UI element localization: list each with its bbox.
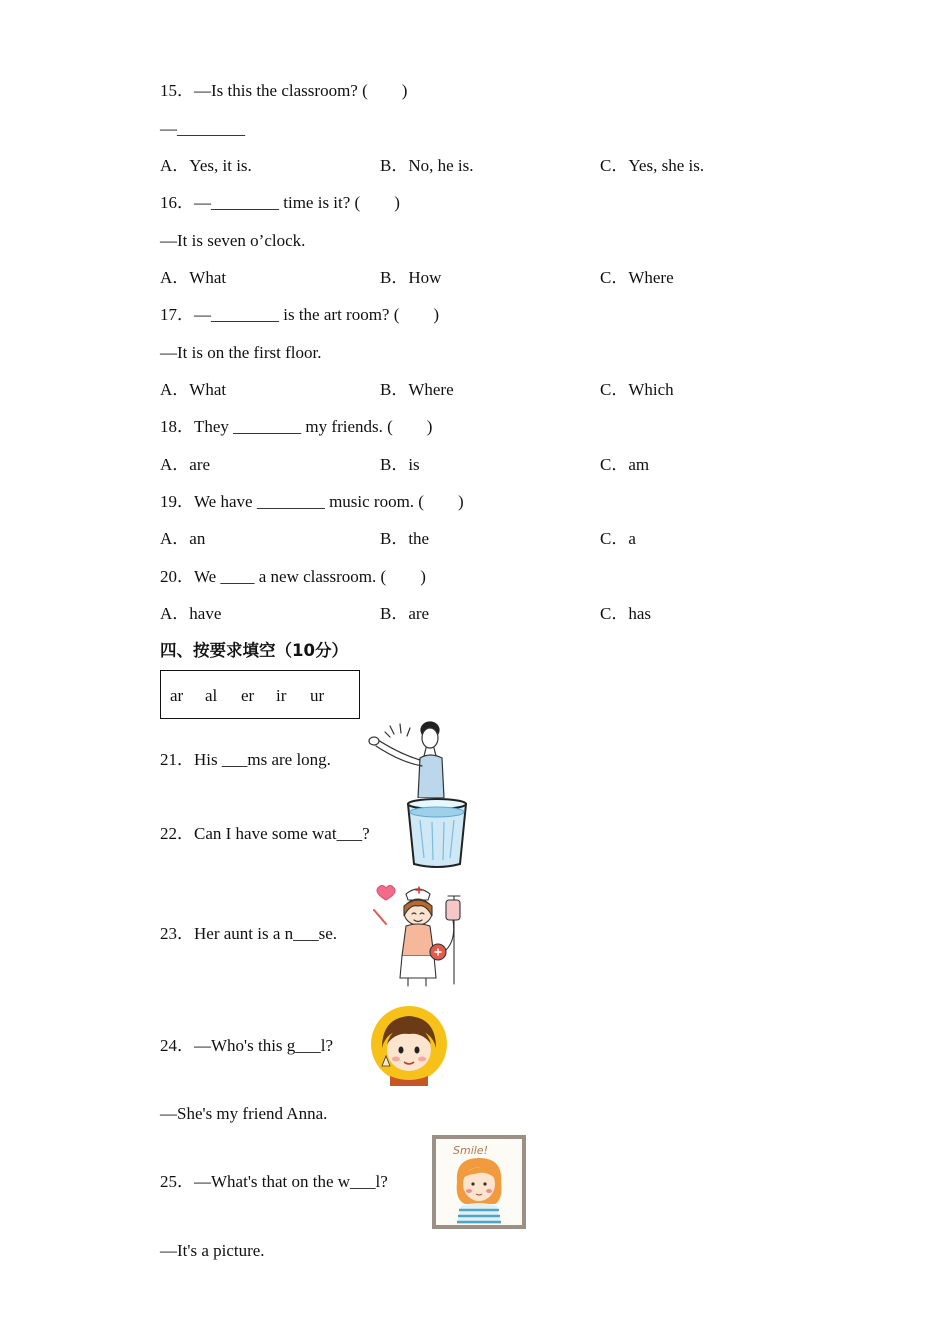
question-16-option-c: C．Where (600, 268, 674, 287)
word-bank-item: ar (170, 686, 184, 705)
question-19-option-a: A．an (160, 529, 206, 548)
framed-picture-icon (431, 1134, 527, 1230)
question-18-option-a: A．are (160, 455, 211, 474)
question-20-option-c: C．has (600, 604, 651, 623)
question-16-option-b: B．How (380, 268, 442, 287)
question-18-prompt: 18．They ________ my friends. ( ) (160, 417, 433, 436)
word-bank-box (160, 670, 360, 719)
question-15-reply: —________ (160, 119, 245, 138)
item-21-prompt: 21．His ___ms are long. (160, 750, 331, 769)
item-24-reply: —She's my friend Anna. (160, 1104, 328, 1123)
question-17-reply: —It is on the first floor. (160, 343, 322, 362)
question-19-option-b: B．the (380, 529, 430, 548)
question-20-option-b: B．are (380, 604, 430, 623)
item-23-prompt: 23．Her aunt is a n___se. (160, 924, 338, 943)
question-18-option-c: C．am (600, 455, 650, 474)
word-bank-item: ir (276, 686, 287, 705)
item-25-prompt: 25．—What's that on the w___l? (160, 1172, 388, 1191)
woman-waving-icon (360, 718, 452, 798)
question-20-prompt: 20．We ____ a new classroom. ( ) (160, 567, 426, 586)
question-15-prompt: 15．—Is this the classroom? ( ) (160, 81, 408, 100)
word-bank-item: ur (310, 686, 325, 705)
question-19-option-c: C．a (600, 529, 636, 548)
girl-face-icon (368, 1004, 450, 1086)
section-4-heading: 四、按要求填空（10分） (160, 641, 348, 660)
nurse-icon (366, 880, 474, 988)
question-15-option-b: B．No, he is. (380, 156, 474, 175)
item-24-prompt: 24．—Who's this g___l? (160, 1036, 334, 1055)
word-bank-item: al (205, 686, 218, 705)
question-17-prompt: 17．—________ is the art room? ( ) (160, 305, 440, 324)
picture-caption: Smile! (453, 1144, 488, 1157)
glass-of-water-icon (404, 798, 470, 870)
question-16-option-a: A．What (160, 268, 227, 287)
question-17-option-c: C．Which (600, 380, 674, 399)
question-16-reply: —It is seven o’clock. (160, 231, 306, 250)
question-17-option-b: B．Where (380, 380, 454, 399)
question-15-option-c: C．Yes, she is. (600, 156, 705, 175)
item-25-reply: —It's a picture. (160, 1241, 265, 1260)
question-20-option-a: A．have (160, 604, 222, 623)
item-22-prompt: 22．Can I have some wat___? (160, 824, 370, 843)
question-16-prompt: 16．—________ time is it? ( ) (160, 193, 400, 212)
question-19-prompt: 19．We have ________ music room. ( ) (160, 492, 464, 511)
word-bank-item: er (241, 686, 255, 705)
question-15-option-a: A．Yes, it is. (160, 156, 252, 175)
question-17-option-a: A．What (160, 380, 227, 399)
question-18-option-b: B．is (380, 455, 420, 474)
